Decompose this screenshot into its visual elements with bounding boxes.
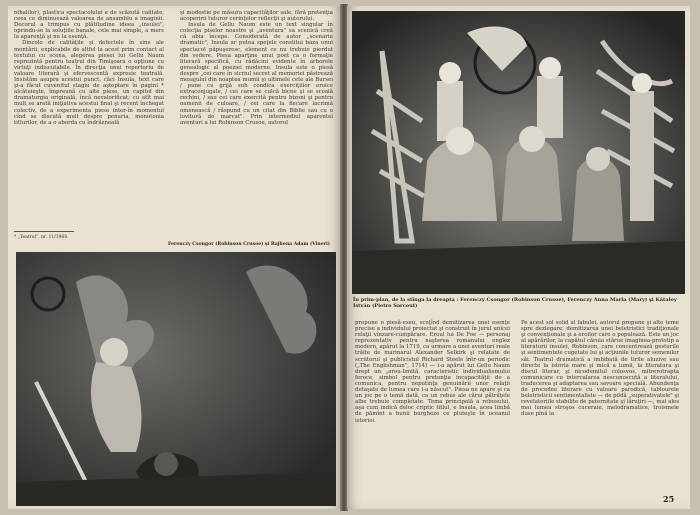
stage-photo-robinson-friday <box>16 252 336 506</box>
left-photo-caption: Ferenczy Csongor (Robinson Crusoe) şi Rajhona Adam (Vineri) <box>168 242 330 247</box>
left-col1-para-1: nihalilor), plastica spectacolului e de scăzută calitate, ceea ce diminuează valoarea de ansamblu a imaginii. Decorul a trimpus cu plătitudine ideea „insulei", oprindu-se la soluţiile banale, cele mai simple, a mers la aparenţă şi nu la esenţă. <box>14 10 164 41</box>
footnote: * „Teatrul", nr. 11/1968. <box>14 235 69 240</box>
right-col1-para-1: propune o piesă-eseu, scoţînd demitizarea unei esenţe precise a individului proiectat şi construit în jurul unicei relaţii vînzare-cumpărare. Eroul lui De Foe — personaj reprezentativ pentru naşterea romanului englez modern, apărut la 1719, ca urmare a unei aventuri reale trăite de marinarul Alexander Selkirk şi relatate de scriitorul şi publicistul Richard Steele într-un periodic („The Englishman", 1714) — i-a apărut lui Gellu Naum drept un „erou-limită, caracteristic individualismului feroce, simbol pentru pretenţia incapacităţii de a comunica, pentru neputinţa genuinării unor relaţii detaşate de lumea care l-a născut". Piesa ne apare şi ca un joc pe o temă dată, ca un rebus ale cărui pătrăţele albe trebuie completate. Tema principală a rebusului, aşa cum indică deloc criptic titlul, e Insula, acea limbă de pămînt a bunii burgheze ce pluteşte în oceanul istoriei. <box>355 320 510 424</box>
left-col2-para-1: şi modestie pe măsura capacităţilor sale, fără pretenţia acoperirii tuturor cerinţelor reflecţii şi autorului. <box>180 10 333 23</box>
left-column-1 <box>14 10 164 126</box>
right-column-1 <box>355 320 510 424</box>
stage-photo-ensemble <box>352 11 685 294</box>
left-column-2 <box>180 10 333 126</box>
footnote-rule <box>14 231 74 232</box>
right-photo-caption: În prim-plan, de la stînga la dreapta : Ferenczy Csongor (Robinson Crusoe), Ferenczy Anna Maria (Mary) şi Kátaloy István (Pietro Sarcout) <box>353 297 677 309</box>
page-number: 25 <box>663 494 675 504</box>
left-col1-para-2: Dincolo de calităţile şi defectele în sine ale montării, explicabile de altfel la acest prim contact al textului cu scena, alegerea piesei lui Gellu Naum reprezintă pentru teatrul din Timişoara o opţiune cu virtuţi indiscutabile. În direcţia unui repertoriu de valoare literară şi efervescentă expresie teatrală. Insistăm asupra acestui punct, căci Insula, text care şi-a făcut cuvenitul stagiu de aşteptare în pagini * alcătuieşte, împreună cu alte piese, un capitol din dramaturgia originală, încă nevalorificat; cu atît mai mult se arată iniţiativa acestui final şi recent închegat colectiv, de a experimenta piese inter-în momentul cînd se discută mult despre penuria, monotonia titlurilor, de a o aborda cu îndrăzneală <box>14 40 164 126</box>
right-page <box>347 6 690 509</box>
stage-photo-robinson-friday-image <box>16 252 336 506</box>
right-column-2 <box>521 320 679 418</box>
right-col2-para-1: Pe acest sol solid al fabulei, autorul propune şi alte teme spre dezlegare: demitizarea unei beletristici tradiţionale şi convenţionale şi a eroilor care o populează. Este un joc al apărărilor, la capătul căruia stărue imaginea-prototip a literaturii insulei, Robinson, care concentrează gesturile şi sentimentele cugetate lui şi acţiunile tuturor semenilor săi. Teatrul dramatică a imbibată de tirile aluzive sau directe la istoria mare şi mică a lumii, la literatura şi discul literar, şi nicodemitul colosvos, mitrerotrapta comunicare cu intercalarea nescunoscută a literalului, traducerea şi adaptarea sau savoare specială. Abundenţa de procedee literare cu valoare parodică, tablourele beletristicii sentimentaliste — de pildă „superativatele" şi revelatoriile stabilite de paternitate şi lăruţiri —, mai ales mai lumea stroşos cuceraie, melodramatice, troismele duse pînă la <box>521 320 680 418</box>
left-page <box>8 6 341 509</box>
stage-photo-ensemble-image <box>352 11 685 294</box>
left-col2-para-2: Insula de Gellu Naum este un text singular în colecţia piselor noastre şi „aventura" sa scenică creă că abia începe. Considerată de autor „scenariu dramatic", Insula ar putea speţele constitui baza unui spectacol păpuşeresc, element ce nu trebuie pierdut din vedere. Piesa aparţine unui poet ca o formaţie literară specifică, cu rădăcini evidente în arborele genealogic al poeziei moderne. Insula este o piesă despre „cei care în sicriul secret al memoriei păstrează mesajului din noaptea mumii şi ultimele cete ale Bursei / pune cu grijă sub condica exerciţiilor eroice extraconjugale, / cei care se culcă bicne şi se scoală rechini, / sau cei care exercită pentru bizoni şi pentru oamenii de culoare, / cei care la fiecare lacrimă omenească / răspund cu un citat din Biblie sau cu o lovitură de marcat". Prin intermediul aparentei aventuri a lui Robinson Crusoe, autorul <box>180 22 333 126</box>
